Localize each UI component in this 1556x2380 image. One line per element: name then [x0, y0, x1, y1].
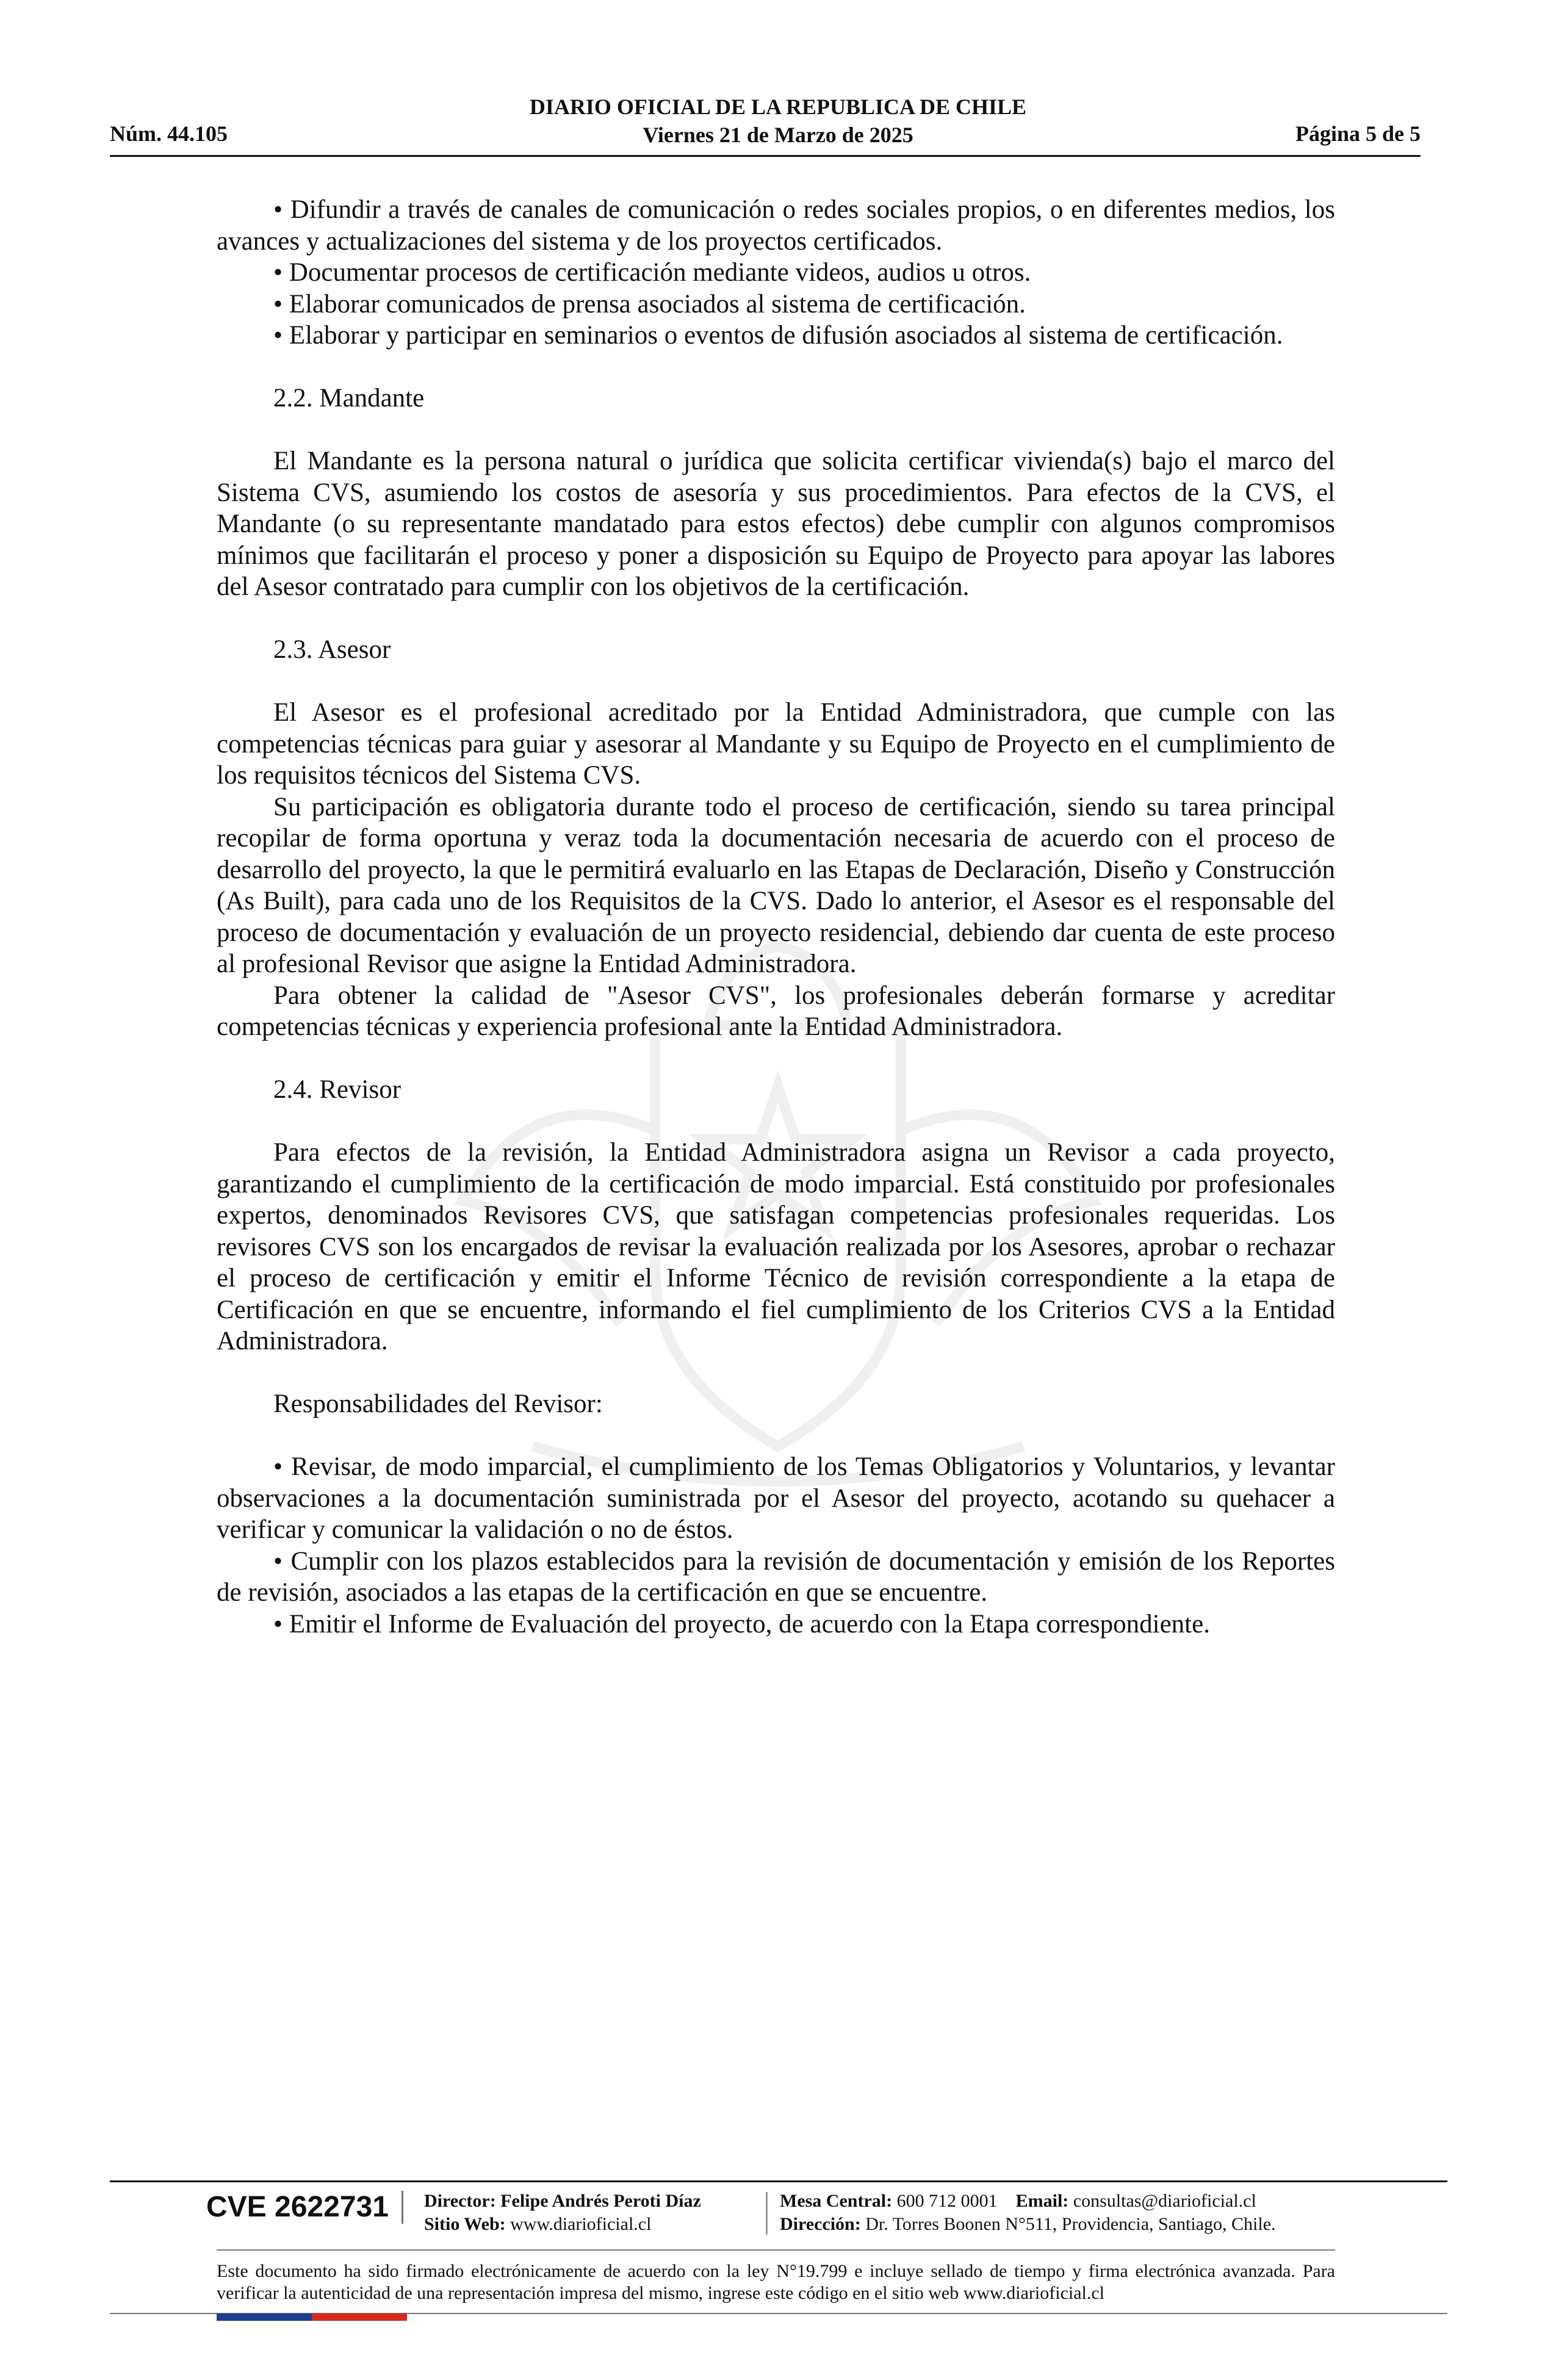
bullet-item: • Revisar, de modo imparcial, el cumplimiento de los Temas Obligatorios y Voluntarios, y levantar observaciones a la documentación suministrada por el Asesor del proyecto, acotando su quehacer a verificar y comunicar la validación o no de éstos. [217, 1452, 1335, 1544]
footer-director-block [424, 2190, 701, 2236]
header-issue-number: Núm. 44.105 [110, 121, 228, 146]
bullet-item: • Cumplir con los plazos establecidos para la revisión de documentación y emisión de los Reportes de revisión, asociados a las etapas de la certificación en que se encuentre. [217, 1546, 1335, 1607]
web-label: Sitio Web: [424, 2214, 506, 2234]
section-heading-asesor: 2.3. Asesor [273, 635, 391, 664]
web-link[interactable]: www.diarioficial.cl [510, 2214, 652, 2234]
bullet-item: • Documentar procesos de certificación mediante videos, audios u otros. [273, 258, 1031, 287]
asesor-paragraph: Su participación es obligatoria durante todo el proceso de certificación, siendo su tarea principal recopilar de forma oportuna y veraz toda la documentación necesaria de acuerdo con el proceso de desarrollo del proyecto, la que le permitirá evaluarlo en las Etapas de Declaración, Diseño y Construcción (As Built), para cada uno de los Requisitos de la CVS. Dado lo anterior, el Asesor es el responsable del proceso de documentación y evaluación de un proyecto residencial, debiendo dar cuenta de este proceso al profesional Revisor que asigne la Entidad Administradora. [217, 792, 1335, 978]
section-heading-mandante: 2.2. Mandante [273, 384, 425, 413]
legal-notice: Este documento ha sido firmado electrónicamente de acuerdo con la ley N°19.799 e incluye sellado de tiempo y firma electrónica avanzada. Para verificar la autenticidad de una representación impresa del mismo, ingrese este código en el sitio web www.diarioficial.cl [217, 2261, 1335, 2303]
header-page-number: Página 5 de 5 [1295, 121, 1421, 146]
director-label: Director: [424, 2191, 496, 2211]
direccion-label: Dirección: [780, 2214, 861, 2234]
responsabilidades-heading: Responsabilidades del Revisor: [273, 1390, 603, 1418]
director-name: Felipe Andrés Peroti Díaz [500, 2191, 701, 2211]
bullet-item: • Elaborar comunicados de prensa asociados al sistema de certificación. [273, 289, 1026, 319]
mesa-phone: 600 712 0001 [896, 2191, 998, 2211]
document-body [217, 194, 1335, 1640]
bullet-item: • Difundir a través de canales de comunicación o redes sociales propios, o en diferentes medios, los avances y actualizaciones del sistema y de los proyectos certificados. [217, 195, 1335, 256]
footer-separator [766, 2192, 768, 2235]
bullet-item: • Emitir el Informe de Evaluación del proyecto, de acuerdo con la Etapa correspondiente. [273, 1609, 1210, 1639]
header-title: DIARIO OFICIAL DE LA REPUBLICA DE CHILE [529, 95, 1027, 119]
footer-mid-divider [217, 2249, 1335, 2251]
email-label: Email: [1015, 2191, 1069, 2211]
section-heading-revisor: 2.4. Revisor [273, 1075, 402, 1104]
header-date: Viernes 21 de Marzo de 2025 [643, 123, 913, 147]
flag-stripe [217, 2313, 407, 2321]
email-link[interactable]: consultas@diarioficial.cl [1073, 2191, 1256, 2211]
header-divider [110, 155, 1421, 157]
mesa-label: Mesa Central: [780, 2191, 893, 2211]
asesor-paragraph: El Asesor es el profesional acreditado por la Entidad Administradora, que cumple con las competencias técnicas para guiar y asesorar al Mandante y su Equipo de Proyecto en el cumplimiento de los requisitos técnicos del Sistema CVS. [217, 698, 1335, 790]
direccion-value: Dr. Torres Boonen N°511, Providencia, Santiago, Chile. [865, 2214, 1276, 2234]
mandante-paragraph: El Mandante es la persona natural o jurídica que solicita certificar vivienda(s) bajo el marco del Sistema CVS, asumiendo los costos de asesoría y sus procedimientos. Para efectos de la CVS, el Mandante (o su representante mandatado para estos efectos) debe cumplir con algunos compromisos mínimos que facilitarán el proceso y poner a disposición su Equipo de Proyecto para apoyar las labores del Asesor contratado para cumplir con los objetivos de la certificación. [217, 447, 1335, 601]
footer-top-divider [110, 2180, 1447, 2182]
cve-code: CVE 2622731 [206, 2191, 403, 2224]
flag-stripe-blue [217, 2313, 312, 2321]
footer-contact-block [780, 2190, 1276, 2236]
flag-stripe-red [312, 2313, 407, 2321]
asesor-paragraph: Para obtener la calidad de "Asesor CVS", los profesionales deberán formarse y acreditar competencias técnicas y experiencia profesional ante la Entidad Administradora. [217, 981, 1335, 1041]
bullet-item: • Elaborar y participar en seminarios o eventos de difusión asociados al sistema de certificación. [273, 321, 1283, 350]
revisor-paragraph: Para efectos de la revisión, la Entidad Administradora asigna un Revisor a cada proyecto, garantizando el cumplimiento de la certificación de modo imparcial. Está constituido por profesionales expertos, denominados Revisores CVS, que satisfagan competencias profesionales requeridas. Los revisores CVS son los encargados de revisar la evaluación realizada por los Asesores, aprobar o rechazar el proceso de certificación y emitir el Informe Técnico de revisión correspondiente a la etapa de Certificación en que se encuentre, informando el fiel cumplimiento de los Criterios CVS a la Entidad Administradora. [217, 1138, 1335, 1355]
